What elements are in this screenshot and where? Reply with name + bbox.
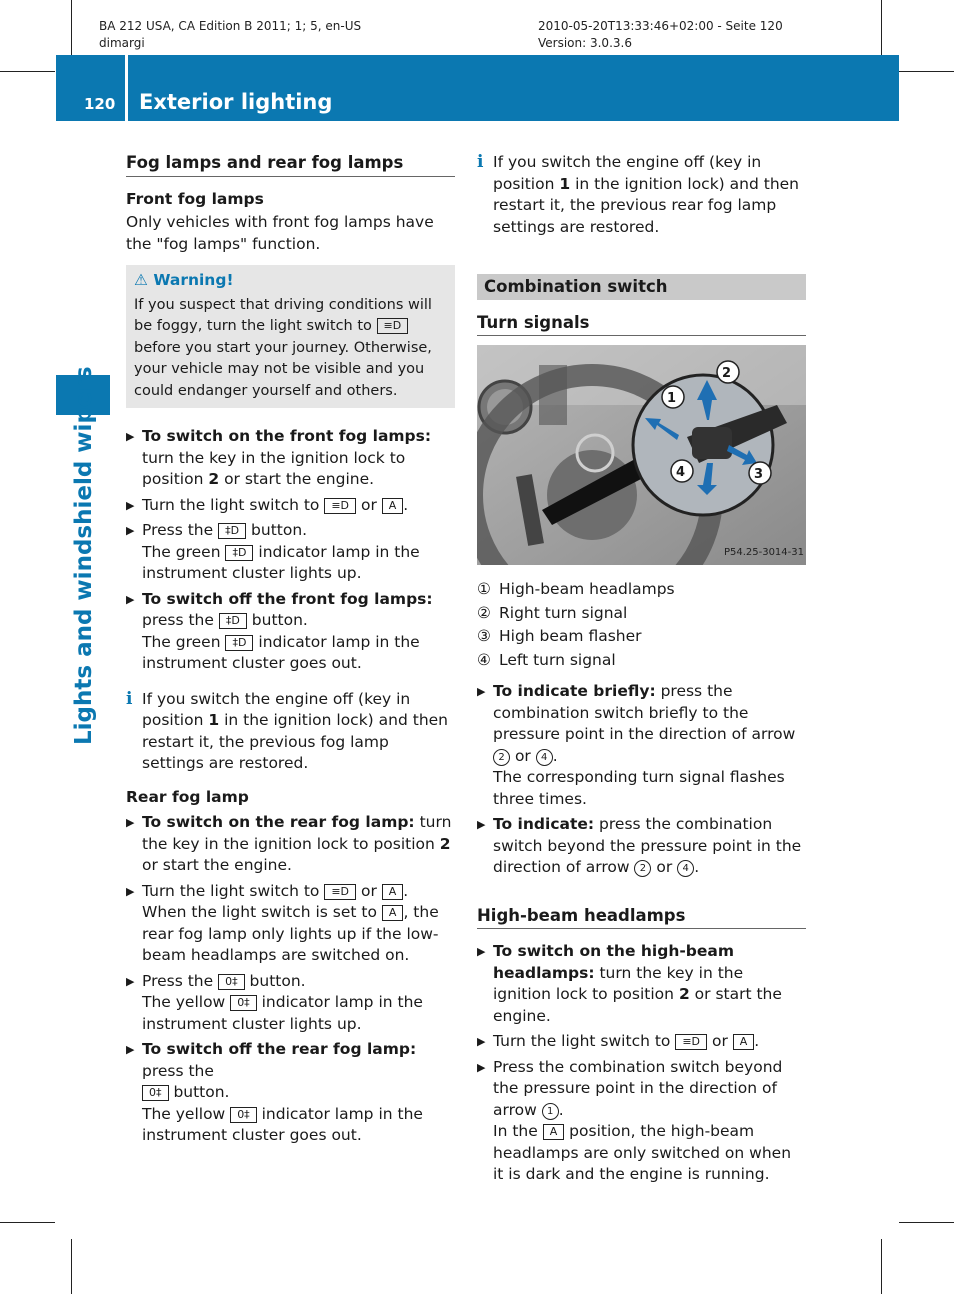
left-column — [126, 152, 455, 1151]
step-arrow-icon: ▶ — [126, 816, 135, 829]
step-text: indicator lamp in the instrument cluster goes out. — [142, 632, 420, 672]
step-text: or — [656, 858, 673, 876]
step-arrow-icon: ▶ — [477, 1060, 486, 1074]
step-bold: To switch off the front fog lamps: — [142, 589, 433, 608]
legend-item — [477, 603, 806, 625]
step-text: turn the key in the ignition lock to position — [493, 963, 744, 1003]
callout-3: 3 — [754, 467, 764, 482]
legend-label: High-beam headlamps — [499, 580, 675, 598]
step-text: or start the engine. — [142, 856, 292, 874]
legend-item — [477, 579, 806, 601]
step-arrow-icon: ▶ — [477, 818, 486, 831]
step-text: or start the engine. — [224, 470, 375, 488]
step-text: When the light switch is set to — [142, 903, 377, 921]
step-bold: To switch on the front fog lamps: — [142, 427, 432, 445]
figure-legend — [477, 579, 806, 671]
crop-mark — [71, 0, 72, 55]
lowbeam-symbol-icon: ≡D — [324, 498, 356, 514]
step-text: Press the — [142, 521, 214, 539]
crop-mark — [881, 0, 882, 55]
rear-fog-symbol-icon: 0‡ — [230, 995, 257, 1011]
figure-code: P54.25-3014-31 — [723, 546, 804, 558]
step-arrow-icon: ▶ — [477, 945, 486, 958]
legend-number: ② — [477, 603, 491, 622]
step-text: The yellow — [142, 1104, 226, 1123]
legend-number: ③ — [477, 627, 491, 645]
step-text: Press the combination switch beyond the pressure point in the direction of arrow — [493, 1057, 783, 1119]
position-number: 2 — [208, 470, 220, 488]
chapter-title: Lights and windshield wipers — [71, 366, 97, 745]
step-bold: To indicate briefly: — [493, 682, 656, 700]
step-front-on — [126, 426, 455, 491]
info-text: in the ignition lock) and then restart it, the previous rear fog lamp settings are restored. — [493, 174, 800, 236]
step-bold: To switch off the rear fog lamp: — [142, 1040, 417, 1058]
lowbeam-symbol-icon: ≡D — [377, 318, 409, 334]
step-arrow-icon: ▶ — [126, 430, 135, 443]
step-text: The corresponding turn signal flashes three times. — [493, 768, 785, 808]
crop-mark — [0, 71, 55, 72]
crop-mark — [881, 1239, 882, 1294]
meta-right-line2: Version: 3.0.3.6 — [538, 36, 632, 50]
position-number: 2 — [678, 985, 690, 1003]
crop-mark — [0, 1222, 55, 1223]
fog-lamp-symbol-icon: ‡D — [218, 523, 246, 539]
step-text: button. — [249, 971, 306, 990]
heading-fog-lamps: Fog lamps and rear fog lamps — [126, 152, 455, 177]
step-text: or — [711, 1032, 728, 1050]
step-text: In the — [493, 1122, 538, 1140]
section-header-bar — [56, 55, 899, 121]
auto-light-symbol-icon: A — [382, 905, 404, 921]
arrow-4-ref: 4 — [536, 749, 553, 766]
step-text: The green — [142, 632, 221, 651]
step-text: Turn the light switch to — [142, 881, 320, 900]
auto-light-symbol-icon: A — [382, 884, 404, 900]
step-text: or — [514, 746, 531, 765]
crop-mark — [899, 71, 954, 72]
step-text: Turn the light switch to — [493, 1032, 671, 1050]
meta-left-line1: BA 212 USA, CA Edition B 2011; 1; 5, en-US — [99, 19, 362, 33]
step-bold: To indicate: — [493, 815, 595, 833]
step-text: indicator lamp in the instrument cluster lights up. — [142, 993, 423, 1033]
legend-item — [477, 650, 806, 672]
crop-mark — [71, 1239, 72, 1294]
combination-switch-photo — [477, 345, 806, 565]
callout-2: 2 — [722, 366, 732, 381]
warning-heading — [134, 270, 447, 292]
step-text: or start the engine. — [493, 985, 782, 1025]
legend-number: ① — [477, 580, 491, 598]
warning-text-b: before you start your journey. Otherwise, your vehicle may not be visible and you could endanger yourself and others. — [134, 339, 432, 399]
meta-left-line2: dimargi — [99, 36, 145, 50]
right-column — [477, 152, 806, 1190]
heading-rear-fog: Rear fog lamp — [126, 787, 249, 806]
arrow-2-ref: 2 — [493, 749, 510, 766]
step-press-fog — [126, 520, 455, 585]
step-text: button. — [173, 1083, 230, 1101]
warning-triangle-icon: ⚠ — [134, 271, 148, 289]
heading-combination-switch: Combination switch — [477, 274, 806, 300]
auto-light-symbol-icon: A — [382, 498, 404, 514]
step-arrow-icon: ▶ — [477, 1035, 486, 1048]
step-rear-off — [126, 1039, 455, 1147]
step-high-beam-on — [477, 941, 806, 1027]
position-number: 2 — [439, 834, 451, 853]
arrow-4-ref: 4 — [677, 860, 694, 877]
step-text: turn the key in the ignition lock to position — [142, 813, 452, 853]
header-divider — [125, 55, 128, 121]
arrow-2-ref: 2 — [634, 860, 651, 877]
info-text: If you switch the engine off (key in position — [493, 153, 762, 193]
step-text: press the — [142, 1061, 214, 1080]
front-fog-intro: Only vehicles with front fog lamps have the "fog lamps" function. — [126, 213, 434, 253]
step-front-off — [126, 589, 455, 675]
info-icon: i — [477, 152, 484, 172]
step-indicate-briefly: ▶ To indicate briefly: press the combination switch briefly to the pressure point in the direction of arrow 2 or 4 . The corresponding turn signal flashes three times. — [477, 682, 796, 808]
steering-wheel-illustration — [477, 345, 806, 565]
step-text: indicator lamp in the instrument cluster lights up. — [142, 542, 420, 582]
rear-fog-symbol-icon: 0‡ — [230, 1107, 257, 1123]
page-title: Exterior lighting — [139, 90, 333, 114]
arrow-1-ref: 1 — [542, 1103, 559, 1120]
step-text: turn the key in the ignition lock to position — [142, 448, 406, 488]
info-text: in the ignition lock) and then restart it, the previous fog lamp settings are restored. — [142, 711, 449, 772]
legend-label: High beam flasher — [499, 627, 642, 645]
legend-number: ④ — [477, 650, 491, 669]
step-arrow-icon: ▶ — [126, 884, 135, 898]
step-text: press the combination switch briefly to the pressure point in the direction of arrow — [493, 682, 796, 743]
step-rear-light-switch: ▶ Turn the light switch to ≡D or A . When the light switch is set to A , the rear fog lamp only lights up if the low-beam headlamps are switched on. — [126, 881, 439, 964]
step-rear-on — [126, 812, 455, 877]
step-press-rear-fog — [126, 971, 455, 1036]
position-number: 1 — [559, 174, 571, 193]
step-text: button. — [251, 611, 308, 629]
step-text: button. — [251, 521, 308, 539]
step-light-switch: ▶ Turn the light switch to ≡D or A . — [126, 495, 455, 517]
info-note-rear-fog — [477, 152, 806, 238]
crop-mark — [899, 1222, 954, 1223]
step-bold: To switch on the high-beam headlamps: — [493, 942, 735, 982]
step-text: or — [360, 495, 377, 514]
step-arrow-icon: ▶ — [126, 1043, 135, 1056]
lowbeam-symbol-icon: ≡D — [675, 1034, 707, 1050]
step-text: press the combination switch beyond the pressure point in the direction of arrow — [493, 815, 802, 876]
info-text: If you switch the engine off (key in position — [142, 689, 411, 729]
print-meta-left — [99, 18, 361, 52]
step-text: , the rear fog lamp only lights up if the low-beam headlamps are switched on. — [142, 903, 439, 964]
step-text: The yellow — [142, 993, 226, 1011]
step-text: or — [360, 881, 377, 900]
position-number: 1 — [208, 711, 220, 729]
meta-right-line1: 2010-05-20T13:33:46+02:00 - Seite 120 — [538, 19, 783, 33]
step-indicate: ▶ To indicate: press the combination switch beyond the pressure point in the direction of arrow 2 or 4 . — [477, 815, 802, 876]
lowbeam-symbol-icon: ≡D — [324, 884, 356, 900]
step-arrow-icon: ▶ — [477, 685, 486, 698]
callout-1: 1 — [667, 391, 677, 406]
step-arrow-icon: ▶ — [126, 524, 135, 537]
rear-fog-symbol-icon: 0‡ — [142, 1085, 169, 1101]
fog-lamp-symbol-icon: ‡D — [219, 613, 247, 629]
fog-lamp-symbol-icon: ‡D — [225, 635, 253, 651]
step-text: press the — [142, 611, 214, 629]
legend-item — [477, 626, 806, 648]
auto-light-symbol-icon: A — [733, 1034, 755, 1050]
warning-box — [126, 265, 455, 408]
info-note-fog — [126, 689, 455, 775]
step-arrow-icon: ▶ — [126, 592, 135, 606]
legend-label: Right turn signal — [499, 603, 628, 622]
auto-light-symbol-icon: A — [543, 1124, 565, 1140]
step-arrow-icon: ▶ — [126, 498, 135, 512]
step-text: The green — [142, 542, 221, 561]
heading-turn-signals: Turn signals — [477, 312, 806, 337]
step-text: Turn the light switch to — [142, 495, 320, 514]
rear-fog-symbol-icon: 0‡ — [218, 974, 245, 990]
step-high-beam-switch: ▶ Turn the light switch to ≡D or A . — [477, 1031, 806, 1053]
print-meta-right — [538, 18, 783, 52]
legend-label: Left turn signal — [499, 650, 616, 669]
page-number: 120 — [84, 95, 116, 113]
step-arrow-icon: ▶ — [126, 974, 135, 988]
warning-title: Warning! — [153, 271, 234, 289]
step-text: Press the — [142, 971, 214, 990]
fog-lamp-symbol-icon: ‡D — [225, 545, 253, 561]
step-text: indicator lamp in the instrument cluster goes out. — [142, 1104, 423, 1144]
step-press-combo: ▶ Press the combination switch beyond the pressure point in the direction of arrow 1 . In the A position, the high-beam headlamps are only switched on when it is dark and the engine is running. — [477, 1057, 792, 1183]
heading-front-fog: Front fog lamps — [126, 189, 264, 208]
callout-4: 4 — [676, 465, 686, 480]
step-text: position, the high-beam headlamps are only switched on when it is dark and the engine is running. — [493, 1122, 792, 1183]
heading-high-beam: High-beam headlamps — [477, 905, 806, 930]
step-bold: To switch on the rear fog lamp: — [142, 813, 415, 831]
warning-text-a: If you suspect that driving conditions will be foggy, turn the light switch to — [134, 296, 432, 334]
info-icon: i — [126, 688, 133, 709]
